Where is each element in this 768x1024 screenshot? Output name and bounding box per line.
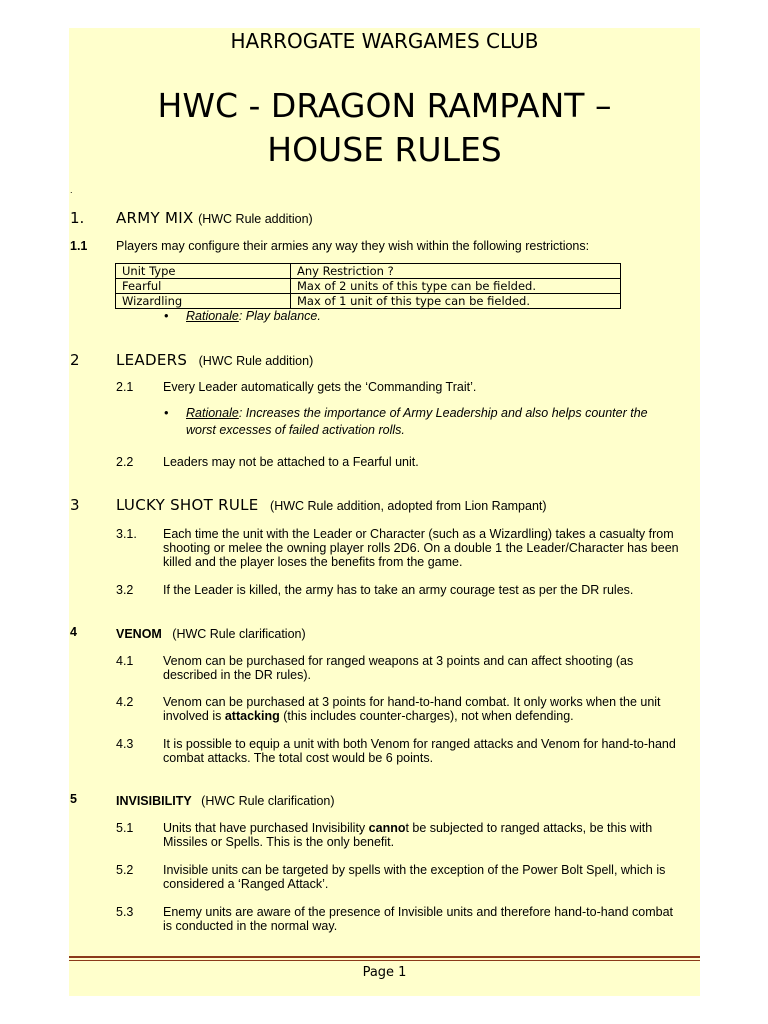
item-5-1-line-1 bbox=[163, 821, 652, 835]
item-4-3-line-1: It is possible to equip a unit with both Venom for ranged attacks and Venom for hand-to-hand bbox=[163, 737, 676, 751]
bullet-icon: • bbox=[164, 309, 169, 323]
item-1-1-number: 1.1 bbox=[70, 239, 88, 253]
section-2-number: 2 bbox=[70, 351, 80, 369]
section-2-heading bbox=[116, 351, 313, 370]
rationale-label: Rationale bbox=[186, 309, 239, 323]
table-cell: Max of 2 units of this type can be fielded. bbox=[291, 279, 621, 294]
item-5-3-line-2: is conducted in the normal way. bbox=[163, 919, 338, 933]
item-4-1-line-2: described in the DR rules). bbox=[163, 668, 311, 682]
item-4-3-number: 4.3 bbox=[116, 737, 134, 751]
section-5-number: 5 bbox=[70, 792, 77, 806]
item-4-1-line-1: Venom can be purchased for ranged weapons at 3 points and can affect shooting (as bbox=[163, 654, 634, 668]
item-2-2-text: Leaders may not be attached to a Fearful unit. bbox=[163, 455, 419, 469]
section-1-number: 1. bbox=[70, 209, 85, 227]
section-5-note: (HWC Rule clarification) bbox=[201, 794, 335, 808]
page-number: Page 1 bbox=[362, 965, 407, 980]
item-4-1-number: 4.1 bbox=[116, 654, 134, 668]
item-3-1-number: 3.1. bbox=[116, 527, 137, 541]
section-3-title: LUCKY SHOT RULE bbox=[116, 496, 259, 514]
table-cell: Fearful bbox=[116, 279, 291, 294]
text-span: involved is bbox=[163, 709, 225, 723]
item-4-2-line-2 bbox=[163, 709, 574, 723]
item-3-1-line-3: killed and the player loses the benefits from the game. bbox=[163, 555, 463, 569]
section-2-title: LEADERS bbox=[116, 351, 188, 369]
text-span: t be subjected to ranged attacks, be this with bbox=[405, 821, 653, 835]
text-span: (this includes counter-charges), not when defending. bbox=[279, 709, 574, 723]
section-1-title: ARMY MIX bbox=[116, 209, 194, 227]
section-4-heading bbox=[116, 625, 306, 643]
item-4-2-number: 4.2 bbox=[116, 695, 134, 709]
bold-word: canno bbox=[368, 821, 406, 835]
item-5-3-line-1: Enemy units are aware of the presence of Invisible units and therefore hand-to-hand combat bbox=[163, 905, 674, 919]
document-title-line-1: HWC - DRAGON RAMPANT – bbox=[157, 86, 612, 125]
section-3-heading bbox=[116, 496, 547, 515]
section-4-title: VENOM bbox=[116, 627, 162, 641]
item-3-2-number: 3.2 bbox=[116, 583, 134, 597]
section-3-note: (HWC Rule addition, adopted from Lion Rampant) bbox=[270, 499, 547, 513]
rationale-text: : Play balance. bbox=[238, 309, 321, 323]
item-3-1-line-2: shooting or melee the owning player rolls 2D6. On a double 1 the Leader/Character has been bbox=[163, 541, 679, 555]
table-cell: Wizardling bbox=[116, 294, 291, 309]
table-header-cell: Unit Type bbox=[116, 264, 291, 279]
item-5-1-number: 5.1 bbox=[116, 821, 134, 835]
bullet-icon: • bbox=[164, 406, 169, 420]
section-5-heading bbox=[116, 792, 335, 810]
item-2-1-text: Every Leader automatically gets the ‘Commanding Trait’. bbox=[163, 380, 477, 394]
item-3-2-text: If the Leader is killed, the army has to take an army courage test as per the DR rules. bbox=[163, 583, 634, 597]
section-1-note: (HWC Rule addition) bbox=[198, 212, 313, 226]
section-4-number: 4 bbox=[70, 625, 77, 639]
item-2-1-number: 2.1 bbox=[116, 380, 134, 394]
item-2-2-number: 2.2 bbox=[116, 455, 134, 469]
section-2-rationale bbox=[186, 406, 648, 420]
section-5-title: INVISIBILITY bbox=[116, 794, 192, 808]
footer-rule-thick bbox=[69, 956, 700, 958]
table-header-cell: Any Restriction ? bbox=[291, 264, 621, 279]
section-2-rationale-cont: worst excesses of failed activation rolls. bbox=[186, 423, 405, 437]
item-3-1-line-1: Each time the unit with the Leader or Character (such as a Wizardling) takes a casualty from bbox=[163, 527, 674, 541]
text-span: Units that have purchased Invisibility bbox=[163, 821, 369, 835]
section-2-note: (HWC Rule addition) bbox=[198, 354, 314, 368]
item-4-3-line-2: combat attacks. The total cost would be 6 points. bbox=[163, 751, 434, 765]
club-name: HARROGATE WARGAMES CLUB bbox=[230, 29, 539, 53]
document-page bbox=[69, 28, 700, 996]
rationale-text: : Increases the importance of Army Leadership and also helps counter the bbox=[238, 406, 648, 420]
item-1-1-text: Players may configure their armies any way they wish within the following restrictions: bbox=[116, 239, 590, 253]
stray-dot: . bbox=[70, 185, 73, 195]
table-cell: Max of 1 unit of this type can be fielded. bbox=[291, 294, 621, 309]
section-4-note: (HWC Rule clarification) bbox=[172, 627, 306, 641]
item-5-2-line-2: considered a ‘Ranged Attack’. bbox=[163, 877, 329, 891]
item-5-3-number: 5.3 bbox=[116, 905, 134, 919]
item-4-2-line-1: Venom can be purchased at 3 points for hand-to-hand combat. It only works when the unit bbox=[163, 695, 661, 709]
bold-word: attacking bbox=[224, 709, 280, 723]
restrictions-table bbox=[115, 263, 621, 309]
section-3-number: 3 bbox=[70, 496, 80, 514]
footer-rule-thin bbox=[69, 960, 700, 961]
section-1-heading bbox=[116, 209, 313, 228]
table-row bbox=[116, 279, 621, 294]
rationale-label: Rationale bbox=[186, 406, 239, 420]
item-5-2-line-1: Invisible units can be targeted by spells with the exception of the Power Bolt Spell, which is bbox=[163, 863, 666, 877]
table-header-row bbox=[116, 264, 621, 279]
item-5-1-line-2: Missiles or Spells. This is the only benefit. bbox=[163, 835, 395, 849]
section-1-rationale bbox=[186, 309, 321, 323]
document-title-line-2: HOUSE RULES bbox=[267, 130, 502, 169]
item-5-2-number: 5.2 bbox=[116, 863, 134, 877]
table-row bbox=[116, 294, 621, 309]
